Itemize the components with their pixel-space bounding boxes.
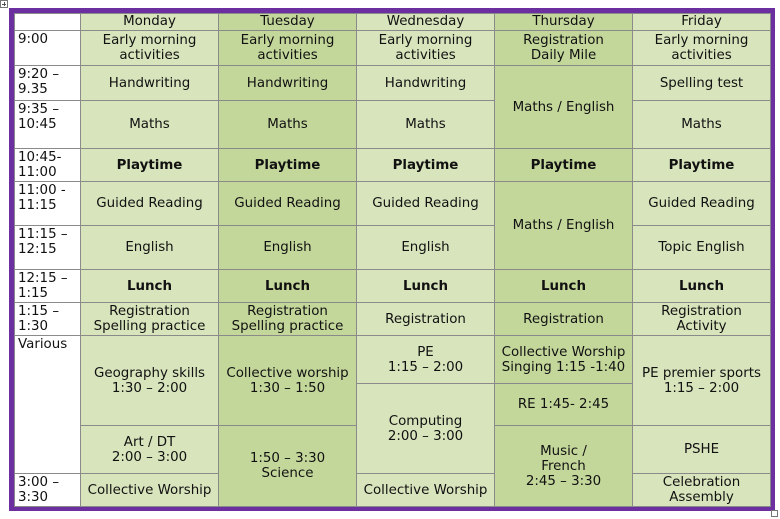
time-cell: Various	[15, 336, 81, 474]
time-cell: 12:15 – 1:15	[15, 270, 81, 303]
lesson-cell: English	[81, 226, 219, 270]
lesson-cell: Guided Reading	[633, 182, 771, 226]
table-row	[15, 101, 771, 149]
lesson-cell: Celebration Assembly	[633, 474, 771, 507]
lesson-cell: Maths	[633, 101, 771, 149]
time-cell: 1:15 – 1:30	[15, 303, 81, 336]
lesson-cell: Maths / English	[495, 182, 633, 270]
lesson-cell: English	[357, 226, 495, 270]
day-header-tuesday: Tuesday	[219, 14, 357, 31]
lesson-cell: PSHE	[633, 426, 771, 474]
lesson-cell: Collective Worship	[81, 474, 219, 507]
day-header-monday: Monday	[81, 14, 219, 31]
lesson-cell: Topic English	[633, 226, 771, 270]
time-cell: 9:00	[15, 31, 81, 66]
lesson-cell: Music / French 2:45 – 3:30	[495, 426, 633, 507]
time-cell: 9:20 – 9.35	[15, 66, 81, 101]
lesson-cell: Playtime	[495, 149, 633, 182]
lesson-cell: Early morning activities	[357, 31, 495, 66]
lesson-cell: Lunch	[495, 270, 633, 303]
table-row	[15, 66, 771, 101]
day-header-thursday: Thursday	[495, 14, 633, 31]
lesson-cell: Guided Reading	[219, 182, 357, 226]
lesson-cell: Handwriting	[81, 66, 219, 101]
table-row	[15, 303, 771, 336]
lesson-cell: Registration Activity	[633, 303, 771, 336]
lesson-cell: Lunch	[357, 270, 495, 303]
corner-cell	[15, 14, 81, 31]
lesson-cell: Lunch	[219, 270, 357, 303]
header-row	[15, 14, 771, 31]
lesson-cell: Spelling test	[633, 66, 771, 101]
lesson-cell: Registration	[495, 303, 633, 336]
lesson-cell: Registration Spelling practice	[81, 303, 219, 336]
time-cell: 11:00 - 11:15	[15, 182, 81, 226]
lesson-cell: Playtime	[357, 149, 495, 182]
lesson-cell: 1:50 – 3:30 Science	[219, 426, 357, 507]
lesson-cell: Registration Spelling practice	[219, 303, 357, 336]
lesson-cell: Handwriting	[219, 66, 357, 101]
table-row	[15, 149, 771, 182]
table-row	[15, 270, 771, 303]
lesson-cell: Art / DT 2:00 – 3:00	[81, 426, 219, 474]
lesson-cell: Collective worship 1:30 – 1:50	[219, 336, 357, 426]
lesson-cell: PE premier sports 1:15 – 2:00	[633, 336, 771, 426]
lesson-cell: Maths	[81, 101, 219, 149]
lesson-cell: Playtime	[633, 149, 771, 182]
table-row	[15, 336, 771, 384]
lesson-cell: Playtime	[81, 149, 219, 182]
lesson-cell: Guided Reading	[357, 182, 495, 226]
time-cell: 9:35 – 10:45	[15, 101, 81, 149]
lesson-cell: Maths	[357, 101, 495, 149]
lesson-cell: Maths	[219, 101, 357, 149]
lesson-cell: RE 1:45- 2:45	[495, 384, 633, 426]
day-header-friday: Friday	[633, 14, 771, 31]
table-row	[15, 226, 771, 270]
lesson-cell: Lunch	[81, 270, 219, 303]
lesson-cell: Handwriting	[357, 66, 495, 101]
table-resize-handle[interactable]	[771, 510, 778, 517]
time-cell: 10:45- 11:00	[15, 149, 81, 182]
table-row	[15, 474, 771, 507]
table-row	[15, 182, 771, 226]
time-cell: 3:00 – 3:30	[15, 474, 81, 507]
lesson-cell: Maths / English	[495, 66, 633, 149]
lesson-cell: Geography skills 1:30 – 2:00	[81, 336, 219, 426]
lesson-cell: PE 1:15 – 2:00	[357, 336, 495, 384]
lesson-cell: Lunch	[633, 270, 771, 303]
day-header-wednesday: Wednesday	[357, 14, 495, 31]
lesson-cell: Early morning activities	[81, 31, 219, 66]
lesson-cell: Computing 2:00 – 3:00	[357, 384, 495, 474]
weekly-timetable	[14, 13, 771, 507]
lesson-cell: Playtime	[219, 149, 357, 182]
lesson-cell: Early morning activities	[219, 31, 357, 66]
lesson-cell: Collective Worship Singing 1:15 -1:40	[495, 336, 633, 384]
lesson-cell: Guided Reading	[81, 182, 219, 226]
lesson-cell: Registration Daily Mile	[495, 31, 633, 66]
lesson-cell: English	[219, 226, 357, 270]
table-row	[15, 31, 771, 66]
lesson-cell: Collective Worship	[357, 474, 495, 507]
lesson-cell: Early morning activities	[633, 31, 771, 66]
lesson-cell: Registration	[357, 303, 495, 336]
table-move-handle[interactable]	[0, 0, 8, 8]
time-cell: 11:15 – 12:15	[15, 226, 81, 270]
